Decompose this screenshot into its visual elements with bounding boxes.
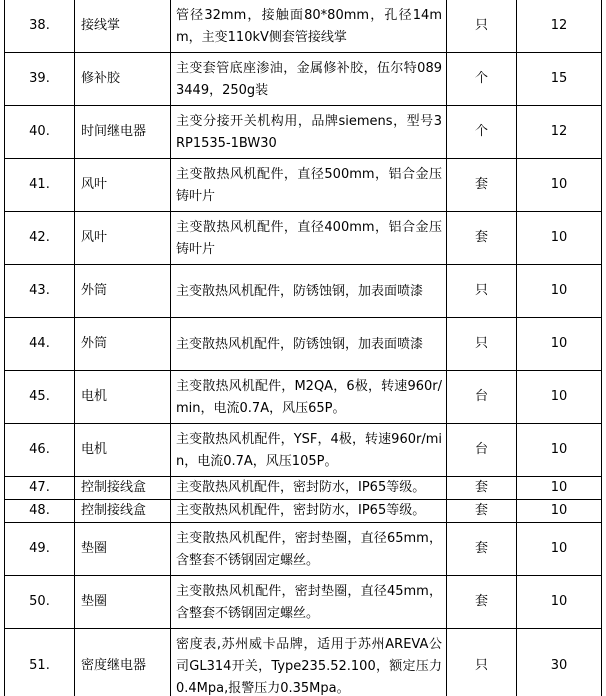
item-name: 外筒 (75, 265, 171, 318)
item-unit: 台 (447, 371, 517, 424)
item-description: 主变套管底座渗油，金属修补胶，伍尔特0893449，250g装 (171, 53, 447, 106)
item-quantity: 10 (517, 576, 602, 629)
item-name: 修补胶 (75, 53, 171, 106)
item-name: 外筒 (75, 318, 171, 371)
row-number: 43. (5, 265, 75, 318)
item-quantity: 10 (517, 500, 602, 523)
row-number: 41. (5, 159, 75, 212)
item-quantity: 30 (517, 629, 602, 696)
item-unit: 套 (447, 500, 517, 523)
item-name: 控制接线盒 (75, 477, 171, 500)
item-unit: 只 (447, 318, 517, 371)
table-row (5, 629, 602, 696)
item-description: 主变散热风机配件，密封防水，IP65等级。 (171, 477, 447, 500)
item-unit: 套 (447, 477, 517, 500)
item-unit: 套 (447, 159, 517, 212)
table-row (5, 424, 602, 477)
item-name: 风叶 (75, 212, 171, 265)
item-description: 主变散热风机配件，防锈蚀钢，加表面喷漆 (171, 265, 447, 318)
row-number: 50. (5, 576, 75, 629)
row-number: 44. (5, 318, 75, 371)
item-description: 主变分接开关机构用，品牌siemens，型号3RP1535-1BW30 (171, 106, 447, 159)
row-number: 38. (5, 0, 75, 53)
item-quantity: 10 (517, 371, 602, 424)
row-number: 42. (5, 212, 75, 265)
table-row (5, 159, 602, 212)
item-name: 密度继电器 (75, 629, 171, 696)
table-row (5, 523, 602, 576)
item-quantity: 10 (517, 265, 602, 318)
item-unit: 个 (447, 53, 517, 106)
item-name: 垫圈 (75, 523, 171, 576)
item-description: 主变散热风机配件，防锈蚀钢，加表面喷漆 (171, 318, 447, 371)
item-quantity: 10 (517, 318, 602, 371)
table-row (5, 265, 602, 318)
item-quantity: 10 (517, 212, 602, 265)
item-quantity: 12 (517, 0, 602, 53)
item-name: 时间继电器 (75, 106, 171, 159)
row-number: 45. (5, 371, 75, 424)
table-row (5, 0, 602, 53)
item-unit: 只 (447, 0, 517, 53)
row-number: 49. (5, 523, 75, 576)
row-number: 48. (5, 500, 75, 523)
item-unit: 台 (447, 424, 517, 477)
item-name: 接线掌 (75, 0, 171, 53)
item-description: 主变散热风机配件，直径400mm，铝合金压铸叶片 (171, 212, 447, 265)
item-quantity: 10 (517, 159, 602, 212)
item-name: 控制接线盒 (75, 500, 171, 523)
item-unit: 套 (447, 576, 517, 629)
item-description: 主变散热风机配件，密封垫圈，直径65mm，含整套不锈钢固定螺丝。 (171, 523, 447, 576)
item-description: 管径32mm，接触面80*80mm，孔径14mm，主变110kV侧套管接线掌 (171, 0, 447, 53)
item-quantity: 10 (517, 477, 602, 500)
parts-table (4, 0, 602, 696)
item-name: 电机 (75, 371, 171, 424)
item-unit: 只 (447, 265, 517, 318)
table-row (5, 371, 602, 424)
row-number: 46. (5, 424, 75, 477)
table-row (5, 106, 602, 159)
row-number: 51. (5, 629, 75, 696)
item-description: 密度表,苏州威卡品牌，适用于苏州AREVA公司GL314开关，Type235.52.100，额定压力0.4Mpa,报警压力0.35Mpa。 (171, 629, 447, 696)
item-name: 电机 (75, 424, 171, 477)
row-number: 40. (5, 106, 75, 159)
item-description: 主变散热风机配件，密封垫圈，直径45mm，含整套不锈钢固定螺丝。 (171, 576, 447, 629)
item-quantity: 15 (517, 53, 602, 106)
table-row (5, 576, 602, 629)
item-description: 主变散热风机配件，直径500mm，铝合金压铸叶片 (171, 159, 447, 212)
row-number: 47. (5, 477, 75, 500)
item-name: 垫圈 (75, 576, 171, 629)
parts-table-body (5, 0, 602, 696)
item-unit: 套 (447, 212, 517, 265)
item-quantity: 12 (517, 106, 602, 159)
item-unit: 只 (447, 629, 517, 696)
table-row (5, 477, 602, 500)
item-description: 主变散热风机配件，M2QA，6极，转速960r/min，电流0.7A，风压65P。 (171, 371, 447, 424)
row-number: 39. (5, 53, 75, 106)
item-name: 风叶 (75, 159, 171, 212)
item-unit: 个 (447, 106, 517, 159)
table-row (5, 53, 602, 106)
item-unit: 套 (447, 523, 517, 576)
item-description: 主变散热风机配件，YSF，4极，转速960r/min，电流0.7A，风压105P。 (171, 424, 447, 477)
item-quantity: 10 (517, 424, 602, 477)
item-description: 主变散热风机配件，密封防水，IP65等级。 (171, 500, 447, 523)
table-row (5, 500, 602, 523)
table-row (5, 212, 602, 265)
table-row (5, 318, 602, 371)
item-quantity: 10 (517, 523, 602, 576)
